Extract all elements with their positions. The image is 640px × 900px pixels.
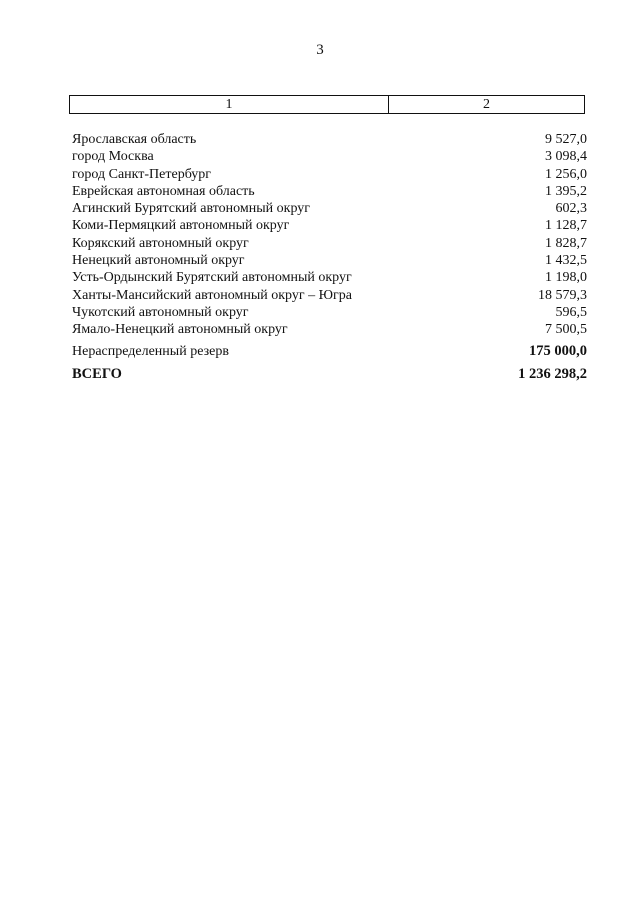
region-value: 1 198,0: [545, 270, 587, 286]
region-value: 1 395,2: [545, 183, 587, 199]
table-row: [72, 287, 587, 304]
region-value: 18 579,3: [538, 287, 587, 303]
total-value: 1 236 298,2: [518, 365, 587, 382]
table-row: [72, 235, 587, 252]
table-row: [72, 166, 587, 183]
region-name: Ненецкий автономный округ: [72, 253, 245, 269]
region-name: город Москва: [72, 149, 154, 165]
table-row: [72, 183, 587, 200]
region-name: Чукотский автономный округ: [72, 304, 249, 320]
table-row: [72, 252, 587, 269]
column-header-2: 2: [389, 96, 585, 114]
total-label: ВСЕГО: [72, 365, 122, 382]
region-name: Коми-Пермяцкий автономный округ: [72, 218, 290, 234]
allocation-list: [72, 131, 587, 388]
region-name: Ямало-Ненецкий автономный округ: [72, 322, 288, 338]
region-name: Ханты-Мансийский автономный округ – Югра: [72, 287, 352, 303]
column-header-table: [69, 95, 585, 114]
column-header-row: [70, 96, 585, 114]
region-value: 3 098,4: [545, 149, 587, 165]
region-value: 1 432,5: [545, 253, 587, 269]
table-row: [72, 269, 587, 286]
region-name: Агинский Бурятский автономный округ: [72, 201, 310, 217]
page-number: 3: [316, 42, 324, 58]
table-row: [72, 217, 587, 234]
region-value: 1 128,7: [545, 218, 587, 234]
table-row: [72, 148, 587, 165]
region-name: город Санкт-Петербург: [72, 166, 212, 182]
region-name: Еврейская автономная область: [72, 183, 255, 199]
total-row: [72, 366, 587, 388]
column-header-1: 1: [70, 96, 389, 114]
reserve-value: 175 000,0: [529, 342, 587, 359]
region-value: 596,5: [555, 304, 587, 320]
region-value: 1 256,0: [545, 166, 587, 182]
region-name: Усть-Ордынский Бурятский автономный округ: [72, 270, 352, 286]
table-row: [72, 131, 587, 148]
reserve-label: Нераспределенный резерв: [72, 343, 229, 359]
region-name: Ярославская область: [72, 132, 197, 147]
reserve-row: [72, 343, 587, 366]
table-row: [72, 200, 587, 217]
region-value: 7 500,5: [545, 322, 587, 338]
region-value: 1 828,7: [545, 235, 587, 251]
region-name: Корякский автономный округ: [72, 235, 249, 251]
region-value: 9 527,0: [545, 132, 587, 147]
region-value: 602,3: [555, 201, 587, 217]
table-row: [72, 304, 587, 321]
table-row: [72, 321, 587, 338]
